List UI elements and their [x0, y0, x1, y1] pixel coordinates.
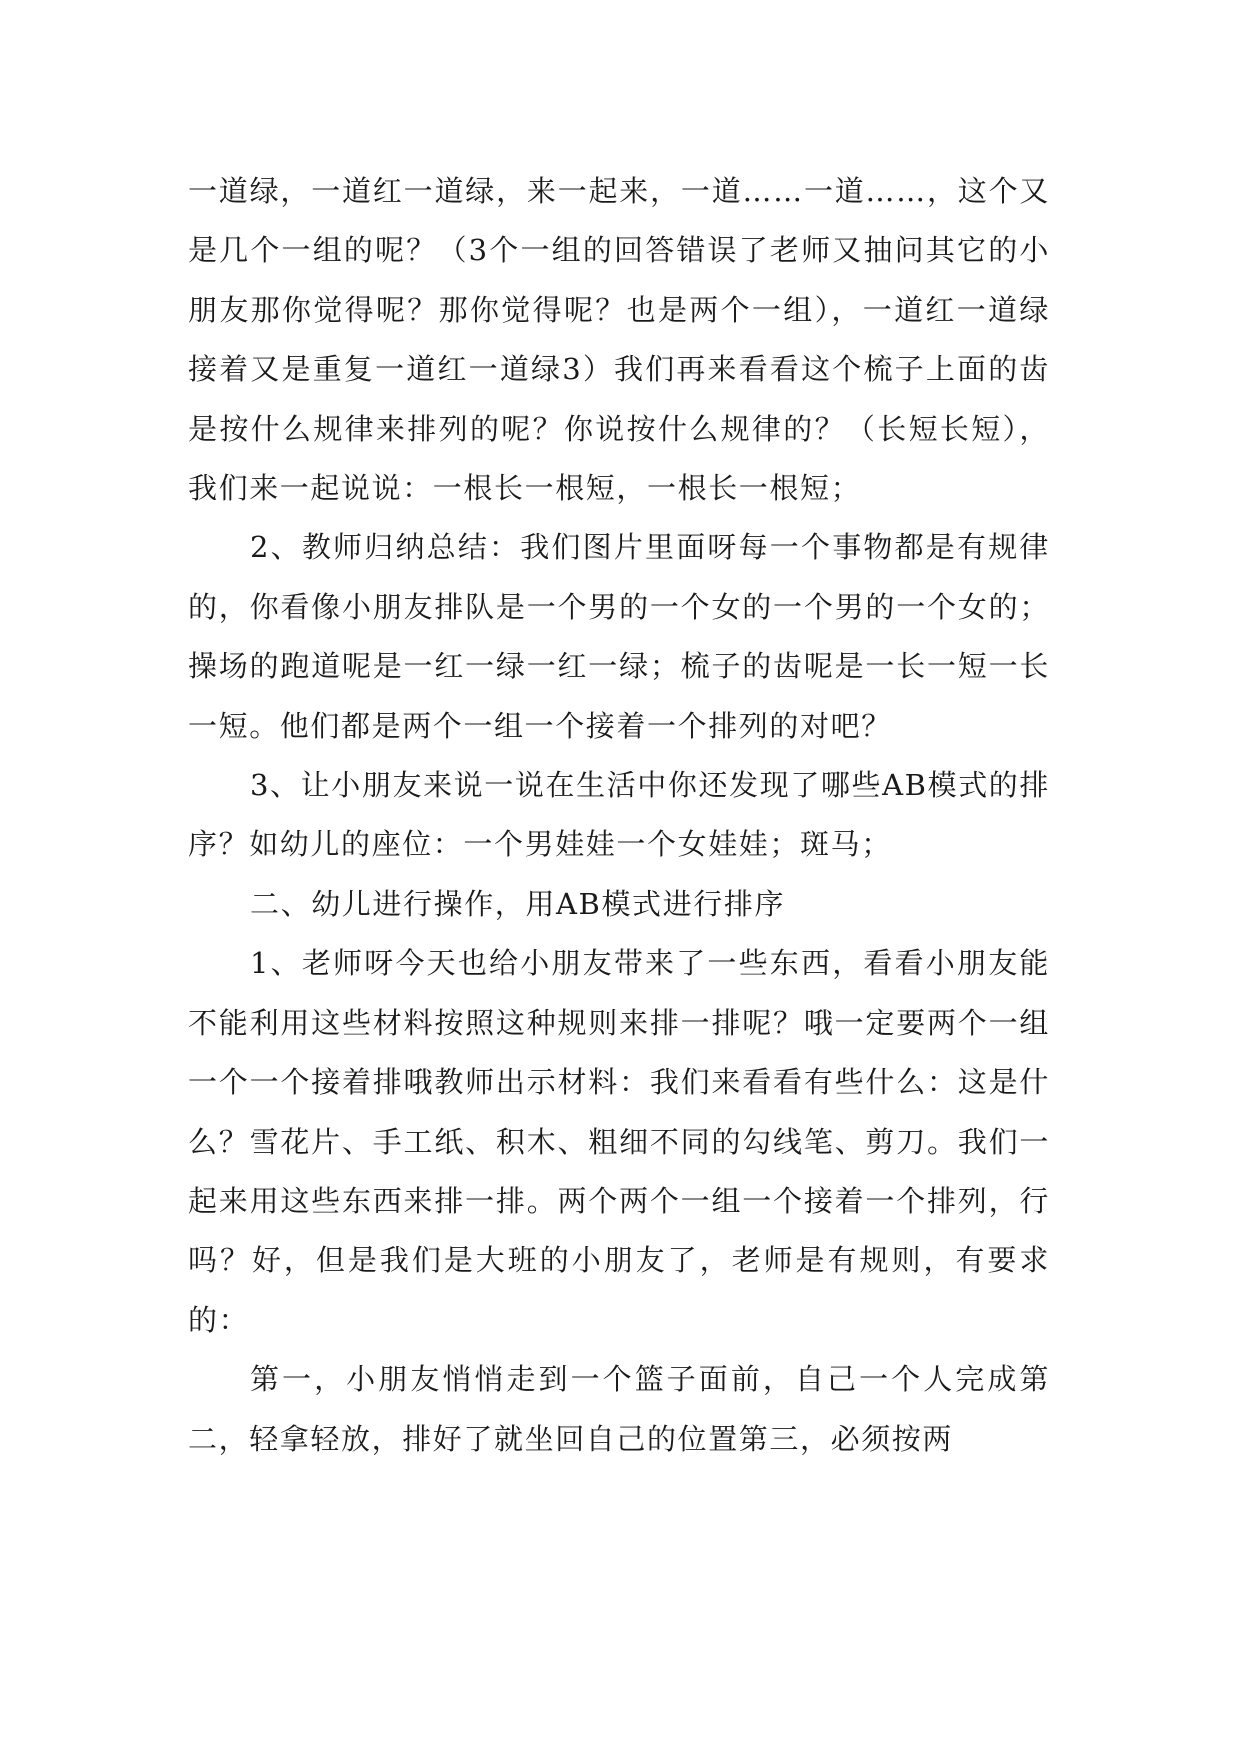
paragraph-3: 3、让小朋友来说一说在生活中你还发现了哪些AB模式的排序？如幼儿的座位：一个男娃娃一个女娃娃；斑马；	[188, 768, 1050, 862]
document-body	[188, 162, 1050, 1469]
paragraph-2: 2、教师归纳总结：我们图片里面呀每一个事物都是有规律的，你看像小朋友排队是一个男的一个女的一个男的一个女的；操场的跑道呢是一红一绿一红一绿；梳子的齿呢是一长一短一长一短。他们都是两个一组一个接着一个排列的对吧？	[188, 530, 1050, 743]
paragraph-5: 第一，小朋友悄悄走到一个篮子面前，自己一个人完成第二，轻拿轻放，排好了就坐回自己的位置第三，必须按两	[188, 1362, 1050, 1456]
paragraph-1: 一道绿，一道红一道绿，来一起来，一道……一道……，这个又是几个一组的呢？（3个一组的回答错误了老师又抽问其它的小朋友那你觉得呢？那你觉得呢？也是两个一组），一道红一道绿接着又是重复一道红一道绿3）我们再来看看这个梳子上面的齿是按什么规律来排列的呢？你说按什么规律的？（长短长短），我们来一起说说：一根长一根短，一根长一根短；	[188, 174, 1050, 506]
section-heading: 二、幼儿进行操作，用AB模式进行排序	[250, 886, 786, 921]
paragraph-4: 1、老师呀今天也给小朋友带来了一些东西，看看小朋友能不能利用这些材料按照这种规则来排一排呢？哦一定要两个一组一个一个接着排哦教师出示材料：我们来看看有些什么：这是什么？雪花片、手工纸、积木、粗细不同的勾线笔、剪刀。我们一起来用这些东西来排一排。两个两个一组一个接着一个排列，行吗？好，但是我们是大班的小朋友了，老师是有规则，有要求的：	[188, 946, 1050, 1337]
